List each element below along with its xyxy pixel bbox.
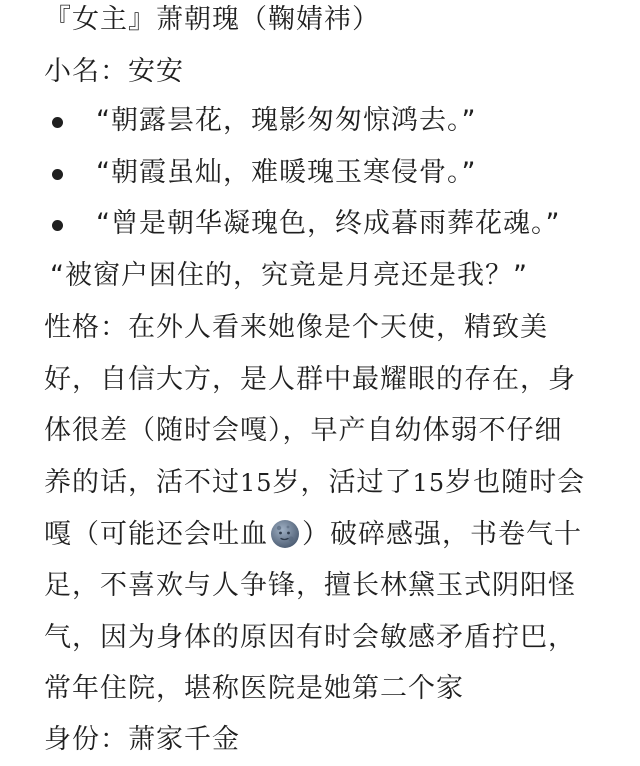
title: 『女主』萧朝瑰（鞠婧祎）	[44, 4, 380, 35]
personality-line-5-part-b: ）破碎感强，书卷气十	[302, 519, 582, 550]
bullet-icon	[52, 220, 63, 231]
personality-line-6: 足，不喜欢与人争锋，擅长林黛玉式阴阳怪	[44, 570, 576, 601]
personality-line-5	[44, 515, 582, 555]
personality-line-7: 气，因为身体的原因有时会敏感矛盾拧巴，	[44, 622, 576, 653]
personality-line-4	[44, 463, 585, 503]
personality-line-8: 常年住院，堪称医院是她第二个家	[44, 673, 464, 704]
personality-line-2: 好，自信大方，是人群中最耀眼的存在，身	[44, 364, 576, 395]
personality-line-3: 体很差（随时会嘎），早产自幼体弱不仔细	[44, 415, 563, 446]
poem-line-3: “曾是朝华凝瑰色，终成暮雨葬花魂。”	[96, 208, 561, 239]
moon-face-icon	[270, 519, 300, 549]
quote-line: “被窗户困住的，究竟是月亮还是我？”	[50, 260, 528, 291]
age-number: 15	[240, 469, 273, 497]
age-number: 15	[412, 469, 446, 497]
personality-line-4-part-a: 养的话，活不过	[44, 467, 240, 498]
bullet-icon	[52, 169, 63, 180]
personality-line-5-part-a: 嘎（可能还会吐血	[44, 519, 268, 550]
bullet-icon	[52, 117, 63, 128]
poem-line-1: “朝露昙花，瑰影匆匆惊鸿去。”	[96, 105, 477, 136]
nickname-line: 小名：安安	[44, 56, 184, 87]
personality-line-4-part-b: 岁，活过了	[272, 467, 413, 498]
personality-line-4-part-c: 岁也随时会	[445, 467, 586, 498]
personality-line-1: 性格：在外人看来她像是个天使，精致美	[44, 312, 548, 343]
identity-line: 身份：萧家千金	[44, 724, 240, 755]
poem-line-2: “朝霞虽灿，难暖瑰玉寒侵骨。”	[96, 157, 477, 188]
